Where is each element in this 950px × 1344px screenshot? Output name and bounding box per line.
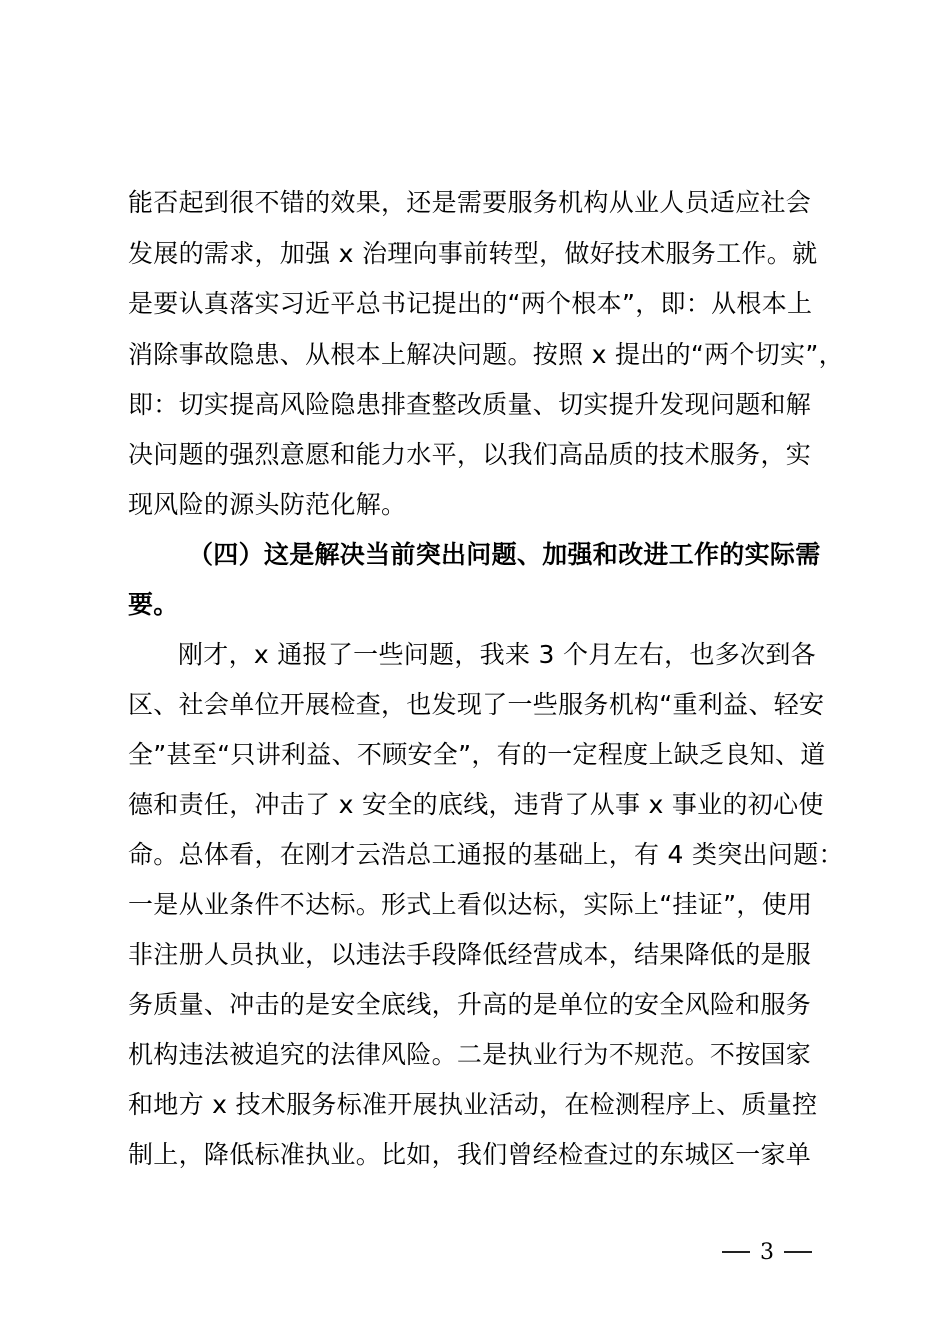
text-line: 机构违法被追究的法律风险。二是执业行为不规范。不按国家 [128,1040,812,1069]
text-line: 区、社会单位开展检查，也发现了一些服务机构“重利益、轻安 [128,690,825,719]
text-line: 制上，降低标准执业。比如，我们曾经检查过的东城区一家单 [128,1140,812,1169]
page-number: 3 [760,1239,774,1265]
text-line: 德和责任，冲击了 x 安全的底线，违背了从事 x 事业的初心使 [128,790,824,819]
text-line: 命。总体看，在刚才云浩总工通报的基础上，有 4 类突出问题： [128,840,844,869]
text-line: 一是从业条件不达标。形式上看似达标，实际上“挂证”，使用 [128,890,813,919]
text-line: 能否起到很不错的效果，还是需要服务机构从业人员适应社会 [128,188,812,217]
dash-left [722,1251,750,1253]
text-line: 发展的需求，加强 x 治理向事前转型，做好技术服务工作。就 [128,239,818,268]
text-line: 非注册人员执业，以违法手段降低经营成本，结果降低的是服 [128,940,812,969]
paragraph-first-line: 刚才，x 通报了一些问题，我来 3 个月左右，也多次到各 [178,640,816,669]
section-heading: （四）这是解决当前突出问题、加强和改进工作的实际需 [188,540,821,569]
text-line: 即：切实提高风险隐患排查整改质量、切实提升发现问题和解 [128,390,812,419]
text-line: 现风险的源头防范化解。 [128,490,407,519]
page-footer [722,1237,812,1267]
text-line: 决问题的强烈意愿和能力水平，以我们高品质的技术服务，实 [128,440,812,469]
text-line: 和地方 x 技术服务标准开展执业活动，在检测程序上、质量控 [128,1090,818,1119]
text-line: 消除事故隐患、从根本上解决问题。按照 x 提出的“两个切实”， [128,340,844,369]
text-line: 全”甚至“只讲利益、不顾安全”，有的一定程度上缺乏良知、道 [128,740,826,769]
text-line: 是要认真落实习近平总书记提出的“两个根本”，即：从根本上 [128,289,813,318]
section-heading-continuation: 要。 [128,590,179,619]
text-line: 务质量、冲击的是安全底线，升高的是单位的安全风险和服务 [128,990,812,1019]
dash-right [784,1251,812,1253]
